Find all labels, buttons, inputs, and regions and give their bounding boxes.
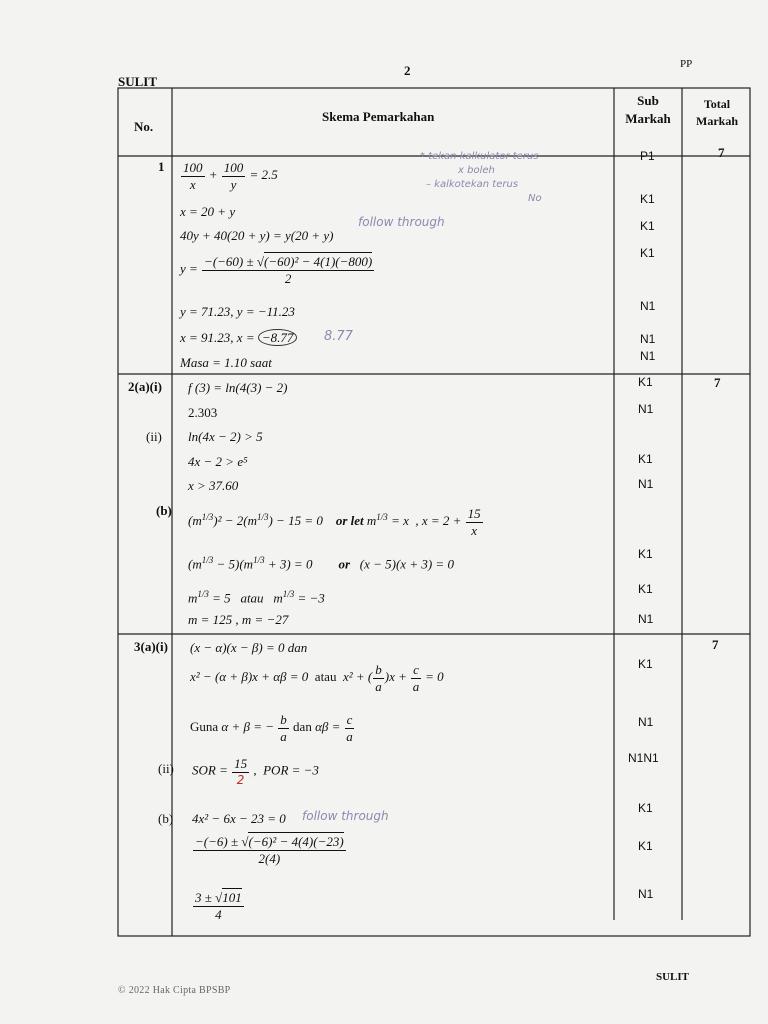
q1-quadratic-formula: y = $\frac{\text{−(−60) ± √(−60)² − 4(1)(−800)}}{2}$ [180,254,373,286]
q2-word-atau: atau [240,590,264,606]
q1-circled-root: −8.77 [258,329,298,346]
q3-mark-5: K1 [638,839,653,853]
q3-mark-6: N1 [638,887,654,901]
q2-mark-6: K1 [638,582,653,596]
col-header-no: No. [134,119,154,134]
q2-line-2: 2.303 [188,405,218,420]
q1-equation-2: x = 20 + y [180,204,236,219]
footer-copyright: © 2022 Hak Cipta BPSBP [118,985,231,996]
q1-equation-7: Masa = 1.10 saat [180,355,272,370]
q1-mark-2: K1 [640,192,655,206]
q3-line-1: (x − α)(x − β) = 0 dan [190,640,308,655]
handwritten-note-3: – kalkotekan terus [426,179,519,190]
q2-mark-3: K1 [638,452,653,466]
footer-sulit: SULIT [656,971,690,983]
q2-mark-4: N1 [638,477,654,491]
q3-total: 7 [712,637,719,652]
q2-total: 7 [714,375,721,390]
q3-word-guna: Guna [190,719,219,735]
q2-word-or-1: or [335,513,348,529]
q3-line-4: SOR = $\frac{15}{2}$ , POR = −3 [192,756,319,787]
header-pp: PP [680,58,693,70]
q1-mark-4: K1 [640,246,655,260]
q3-mark-1: K1 [638,657,653,671]
q1-equation-6-text: x = 91.23, x = [180,330,258,345]
q3-line-3: Guna α + β = − $\frac{b}{a}$ dan αβ = $\frac{c}{a}$ [190,712,353,744]
col-header-skema: Skema Pemarkahan [322,109,435,124]
q1-equation-5: y = 71.23, y = −11.23 [180,304,295,319]
q3-number-b: (b) [158,811,174,826]
col-header-sub-markah: Sub Markah [625,93,671,127]
q2-mark-2: N1 [638,402,654,416]
handwritten-note-4: No [528,193,542,204]
q1-mark-3: K1 [640,219,655,233]
q2-mark-5: K1 [638,547,653,561]
q2-number-ii: (ii) [146,429,162,444]
q2-line-7: $(m^{1/3} - 5)(m^{1/3} + 3) = 0$ or (x − 5)(x + 3) = 0 [188,555,454,572]
header-sulit: SULIT [118,74,158,89]
handwritten-note-2: x boleh [458,165,495,176]
q3-mark-4: K1 [638,801,653,815]
handwritten-follow-through-1: follow through [358,215,445,229]
red-handwritten-denominator: 2 [236,772,245,787]
q1-equation-3: 40y + 40(20 + y) = y(20 + y) [180,228,334,243]
q3-word-dan: dan [293,719,312,735]
q3-line-6: $\frac{\text{−(−6) ± √(−6)² − 4(4)(−23)}}{2(4)}$ [195,834,344,866]
q1-equation-6 [180,331,297,344]
q1-number: 1 [158,159,165,174]
q2-line-3: ln(4x − 2) > 5 [188,429,263,444]
col-header-total-markah: Total Markah [696,97,738,128]
q2-line-8: $m^{1/3} = 5$ atau $m^{1/3} = -3$ [188,589,325,606]
q3-mark-2: N1 [638,715,654,729]
q1-mark-5: N1 [640,299,656,313]
handwritten-follow-through-2: follow through [302,809,389,823]
q2-line-6: $(m^{1/3})^2 - 2(m^{1/3}) - 15 = 0$ or let $m^{1/3} = x$ , x = 2 + $\frac{15}{x}$ [188,506,481,538]
handwritten-alt-root: 8.77 [324,329,353,344]
q2-line-5: x > 37.60 [188,478,239,493]
q2-line-1: f (3) = ln(4(3) − 2) [188,380,288,395]
q1-mark-1: P1 [640,149,655,163]
q3-word-atau: atau [314,669,337,685]
handwritten-note-1: * tekan kalkulator terus [420,151,539,162]
q2-mark-1: K1 [638,375,653,389]
q1-total: 7 [718,145,725,160]
page-number: 2 [404,63,411,78]
q1-equation-1: $\frac{100}{x}$ + $\frac{100}{y}$ = 2.5 [183,160,278,192]
q3-mark-3: N1N1 [628,751,659,765]
q3-line-7: $\frac{3 \pm √101}{4}$ [195,890,242,922]
q1-mark-7: N1 [640,349,656,363]
q3-number-ii: (ii) [158,761,174,776]
q2-number-ai: 2(a)(i) [128,379,162,394]
q2-number-b: (b) [156,503,172,518]
q2-mark-7: N1 [638,612,654,626]
q2-line-4: 4x − 2 > e⁵ [188,454,248,469]
q1-mark-6: N1 [640,332,656,346]
q2-word-or-2: or [338,556,351,572]
q3-number-ai: 3(a)(i) [134,639,168,654]
q3-line-5: 4x² − 6x − 23 = 0 [192,811,286,826]
q2-word-let: let [350,513,364,529]
q3-line-2: x² − (α + β)x + αβ = 0 atau x² + ( $\frac{b}{a}$ )x + $\frac{c}{a}$ = 0 [190,662,444,694]
q2-line-9: m = 125 , m = −27 [188,612,289,627]
